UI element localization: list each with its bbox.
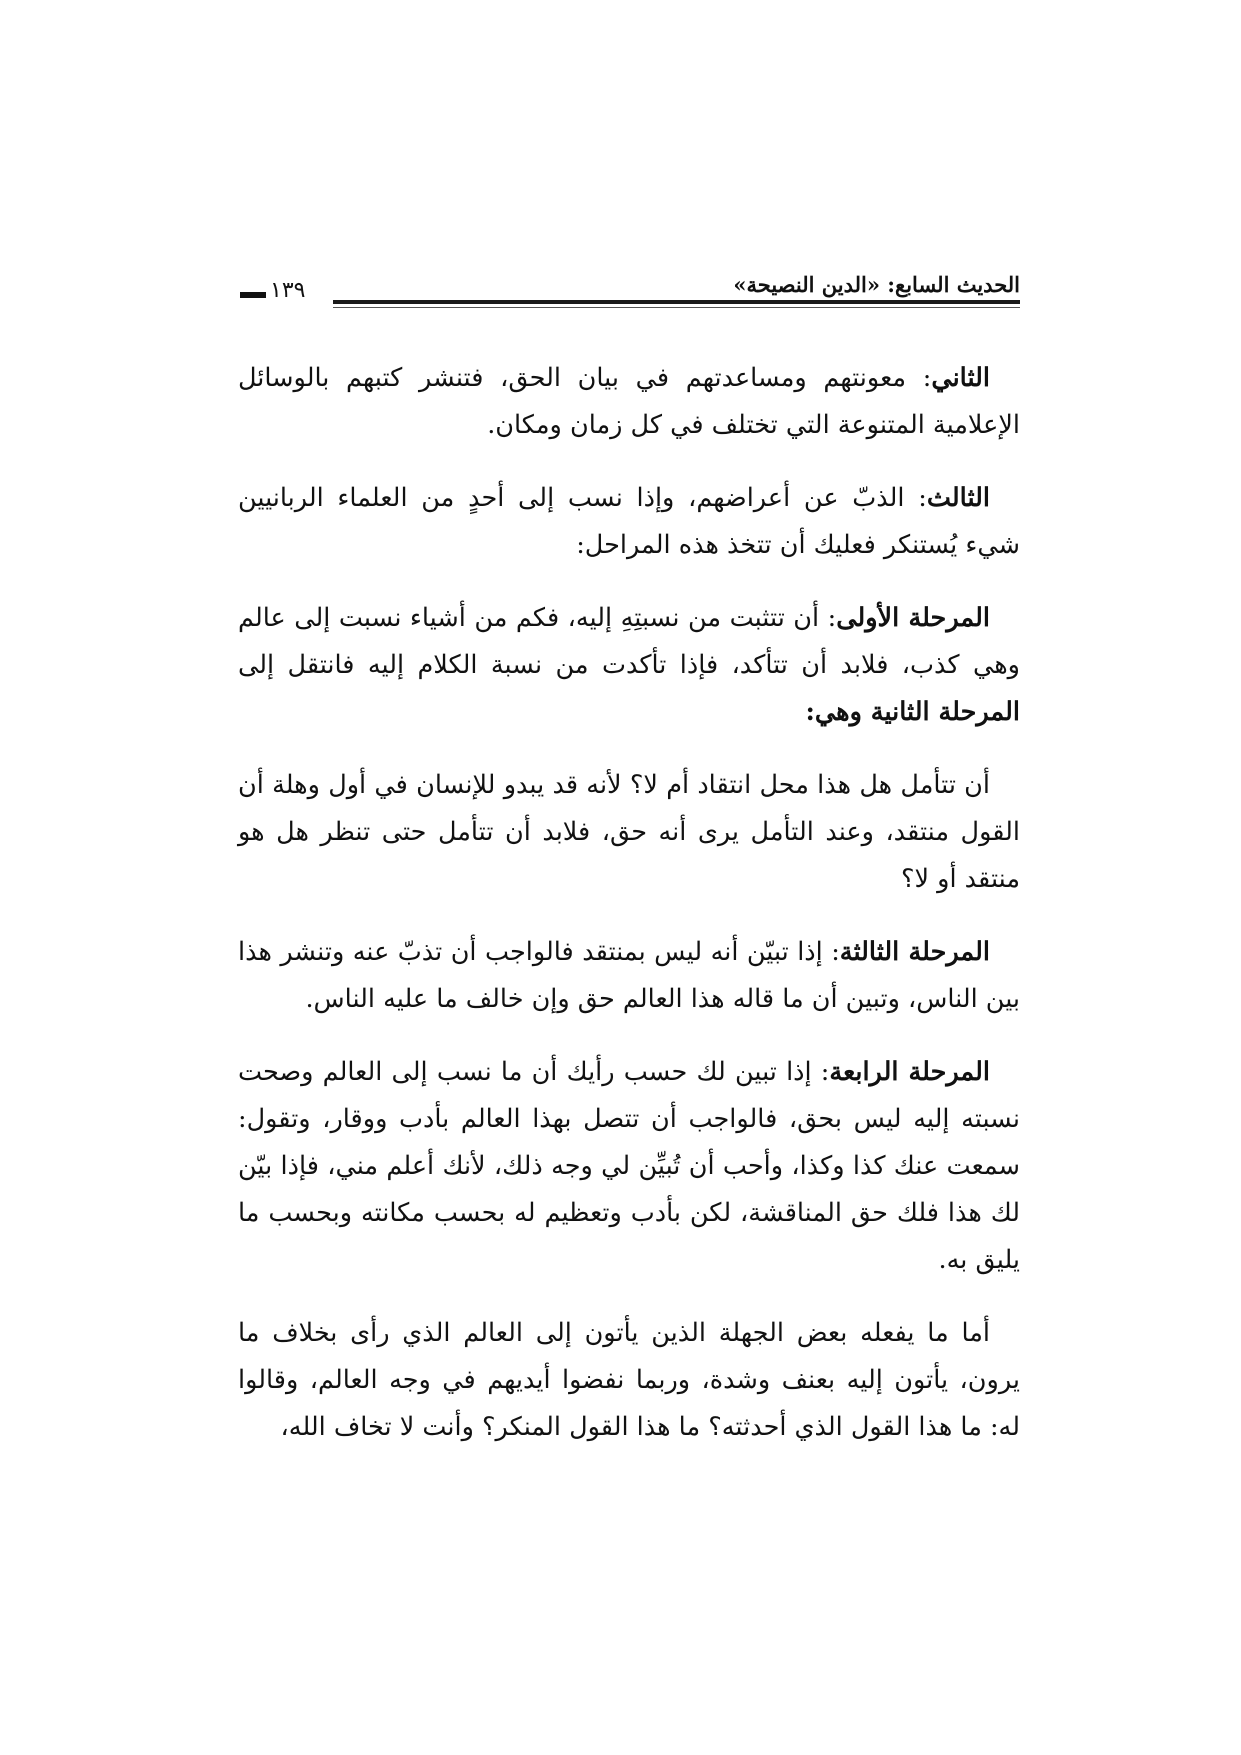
paragraph-second <box>238 355 1020 449</box>
paragraph-tail-bold: المرحلة الثانية وهي: <box>805 697 1020 727</box>
paragraph-text: : إذا تبيّن أنه ليس بمنتقد فالواجب أن تذبّ عنه وتنشر هذا بين الناس، وتبين أن ما قاله هذا العالم حق وإن خالف ما عليه الناس. <box>238 937 1020 1014</box>
paragraph-ignorant-conduct <box>238 1310 1020 1451</box>
paragraph-lead: المرحلة الرابعة <box>829 1057 991 1087</box>
header-rule <box>333 300 1020 304</box>
paragraph-lead: الثالث <box>926 483 990 513</box>
paragraph-stage-four <box>238 1049 1020 1284</box>
paragraph-text: أما ما يفعله بعض الجهلة الذين يأتون إلى العالم الذي رأى بخلاف ما يرون، يأتون إليه بعنف وشدة، وربما نفضوا أيديهم في وجه العالم، وقالوا له: ما هذا القول الذي أحدثته؟ ما هذا القول المنكر؟ وأنت لا تخاف الله، <box>238 1318 1020 1442</box>
main-text <box>238 355 1020 1477</box>
paragraph-text: : إذا تبين لك حسب رأيك أن ما نسب إلى العالم وصحت نسبته إليه ليس بحق، فالواجب أن تتصل بهذا العالم بأدب ووقار، وتقول: سمعت عنك كذا وكذا، وأحب أن تُبيِّن لي وجه ذلك، لأنك أعلم مني، فإذا بيّن لك هذا فلك حق المناقشة، لكن بأدب وتعظيم له بحسب مكانته وبحسب ما يليق به. <box>238 1057 1020 1275</box>
paragraph-lead: الثاني <box>931 363 990 393</box>
page-number: ١٣٩ <box>270 278 306 303</box>
header-left-dash <box>240 292 266 298</box>
paragraph-text: أن تتأمل هل هذا محل انتقاد أم لا؟ لأنه قد يبدو للإنسان في أول وهلة أن القول منتقد، وعند التأمل يرى أنه حق، فلابد أن تتأمل حتى تنظر هل هو منتقد أو لا؟ <box>238 770 1020 894</box>
paragraph-lead: المرحلة الأولى <box>836 603 990 633</box>
paragraph-text: : معونتهم ومساعدتهم في بيان الحق، فتنشر كتبهم بالوسائل الإعلامية المتنوعة التي تختلف في كل زمان ومكان. <box>238 363 1020 440</box>
paragraph-lead: المرحلة الثالثة <box>839 937 991 967</box>
running-title: الحديث السابع: «الدين النصيحة» <box>733 272 1020 297</box>
paragraph-stage-one <box>238 595 1020 736</box>
paragraph-text: : أن تتثبت من نسبتِهِ إليه، فكم من أشياء نسبت إلى عالم وهي كذب، فلابد أن تتأكد، فإذا تأكدت من نسبة الكلام إليه فانتقل إلى <box>238 603 1020 680</box>
paragraph-third <box>238 475 1020 569</box>
paragraph-text: : الذبّ عن أعراضهم، وإذا نسب إلى أحدٍ من العلماء الربانيين شيء يُستنكر فعليك أن تتخذ هذه المراحل: <box>238 483 1020 560</box>
paragraph-stage-three <box>238 929 1020 1023</box>
header-rule-thin <box>333 307 1020 308</box>
paragraph-stage-two-body <box>238 762 1020 903</box>
page-header <box>240 272 1020 332</box>
